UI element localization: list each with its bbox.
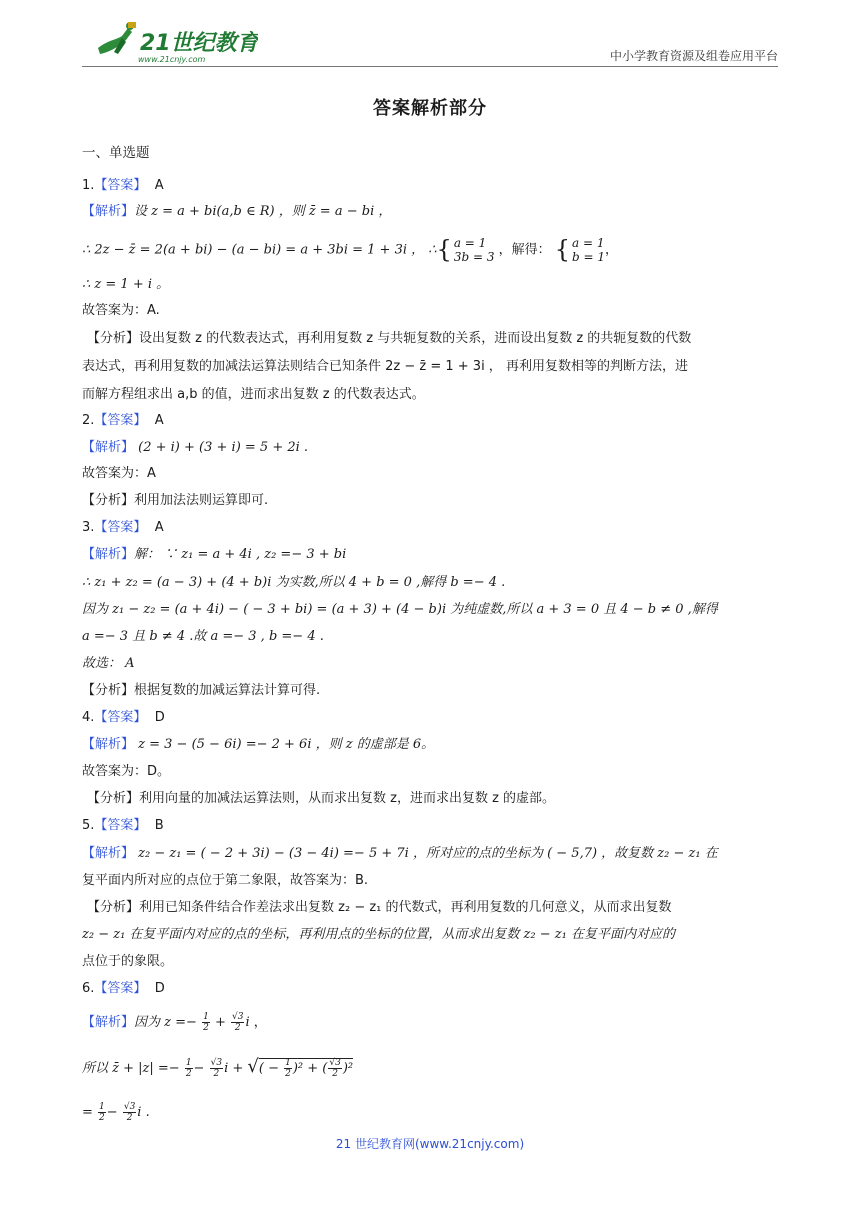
q1-remark-line-1: 【分析】设出复数 z 的代数表达式，再利用复数 z 与共轭复数的关系，进而设出复数 z 的共轭复数的代数 bbox=[87, 331, 692, 346]
q6-analysis-line-3: = $\frac{1}{2}$ − $\frac{√3}{2}$ i . bbox=[82, 1102, 150, 1123]
logo-graphic bbox=[88, 18, 258, 66]
answer-value: A bbox=[154, 178, 164, 193]
answer-tag: 【答案】 bbox=[94, 178, 147, 193]
q1-analysis-line-2: ∴ 2z − z̄ = 2(a + bi) − (a − bi) = a + 3bi = 1 + 3i ， ∴{ a = 1 3b = 3 ，解得： { a = 1 b = 1 ， bbox=[82, 235, 619, 264]
q5-remark-line-2: z₂ − z₁ 在复平面内对应的点的坐标，再利用点的坐标的位置，从而求出复数 z₂ − z₁ 在复平面内对应的 bbox=[82, 927, 675, 942]
q1-analysis-line-1: 【解析】设 z = a + bi(a,b ∈ R) ，则 z̄ = a − bi ， bbox=[82, 204, 392, 219]
question-number: 1. bbox=[82, 178, 95, 193]
q1-analysis-line-3: ∴ z = 1 + i 。 bbox=[82, 277, 170, 292]
svg-text:21世纪教育: 21世纪教育 bbox=[140, 31, 258, 56]
section-heading: 一、单选题 bbox=[82, 145, 150, 161]
q6-analysis-line-2: 所以 z̄ + |z| =− $\frac{1}{2}$ − $\frac{√3}{2}$ i + √( − $\frac{1}{2}$ )² + ( $\frac{√3}{2}$ )² bbox=[82, 1056, 354, 1079]
analysis-tag: 【解析】 bbox=[82, 204, 135, 219]
header-divider bbox=[82, 66, 778, 67]
footer-site-link[interactable]: 21 世纪教育网(www.21cnjy.com) bbox=[335, 1137, 525, 1151]
q3-remark-line-1: 【分析】根据复数的加减运算法计算可得. bbox=[82, 683, 321, 698]
q3-analysis-line-3: 因为 z₁ − z₂ = (a + 4i) − ( − 3 + bi) = (a + 3) + (4 − b)i 为纯虚数,所以 a + 3 = 0 且 4 − b ≠ 0 ,解得 bbox=[82, 602, 718, 617]
q4-answer-line: 4.【答案】 D bbox=[82, 710, 165, 725]
q2-analysis-line-2: 故答案为：A bbox=[82, 466, 156, 481]
q1-remark-line-3: 而解方程组求出 a,b 的值，进而求出复数 z 的代数表达式。 bbox=[82, 387, 425, 402]
q5-remark-line-3: 点位于的象限。 bbox=[82, 954, 174, 969]
q3-analysis-line-2: ∴ z₁ + z₂ = (a − 3) + (4 + b)i 为实数,所以 4 + b = 0 ,解得 b =− 4 . bbox=[82, 575, 506, 590]
q4-analysis-line-1: 【解析】 z = 3 − (5 − 6i) =− 2 + 6i ，则 z 的虚部是 6。 bbox=[82, 737, 435, 752]
svg-text:www.21cnjy.com: www.21cnjy.com bbox=[138, 55, 206, 64]
q5-remark-line-1: 【分析】利用已知条件结合作差法求出复数 z₂ − z₁ 的代数式，再利用复数的几何意义，从而求出复数 bbox=[87, 900, 672, 915]
q4-remark-line-1: 【分析】利用向量的加减法运算法则，从而求出复数 z，进而求出复数 z 的虚部。 bbox=[87, 791, 556, 806]
q2-remark-line-1: 【分析】利用加法法则运算即可. bbox=[82, 493, 269, 508]
q6-analysis-line-1: 【解析】因为 z =− $\frac{1}{2}$ + $\frac{√3}{2}$ i ， bbox=[82, 1012, 267, 1033]
q2-answer-line: 2.【答案】 A bbox=[82, 413, 164, 428]
q2-analysis-line-1: 【解析】 (2 + i) + (3 + i) = 5 + 2i . bbox=[82, 440, 309, 455]
q1-answer-line bbox=[82, 177, 164, 194]
q3-analysis-line-1: 【解析】解： ∵ z₁ = a + 4i , z₂ =− 3 + bi bbox=[82, 547, 347, 562]
q6-answer-line: 6.【答案】 D bbox=[82, 981, 165, 996]
q1-analysis-line-4: 故答案为：A. bbox=[82, 303, 160, 318]
q4-analysis-line-2: 故答案为：D。 bbox=[82, 764, 171, 779]
q3-analysis-line-4: a =− 3 且 b ≠ 4 .故 a =− 3 , b =− 4 . bbox=[82, 629, 324, 644]
q5-analysis-line-2: 复平面内所对应的点位于第二象限，故答案为：B. bbox=[82, 873, 369, 888]
q3-analysis-line-5: 故选： A bbox=[82, 656, 135, 671]
page-title: 答案解析部分 bbox=[373, 98, 487, 119]
logo bbox=[88, 18, 258, 66]
q5-answer-line: 5.【答案】 B bbox=[82, 818, 164, 833]
q3-answer-line: 3.【答案】 A bbox=[82, 520, 164, 535]
header-platform-text: 中小学教育资源及组卷应用平台 bbox=[609, 49, 778, 63]
q5-analysis-line-1: 【解析】 z₂ − z₁ = ( − 2 + 3i) − (3 − 4i) =− 5 + 7i ，所对应的点的坐标为 ( − 5,7) ，故复数 z₂ − z₁ 在 bbox=[82, 846, 718, 861]
q1-remark-line-2: 表达式，再利用复数的加减法运算法则结合已知条件 2z − z̄ = 1 + 3i ， 再利用复数相等的判断方法，进 bbox=[82, 359, 688, 374]
equation-system-2: a = 1 b = 1 bbox=[572, 236, 606, 264]
equation-system-1: a = 1 3b = 3 bbox=[453, 236, 495, 264]
